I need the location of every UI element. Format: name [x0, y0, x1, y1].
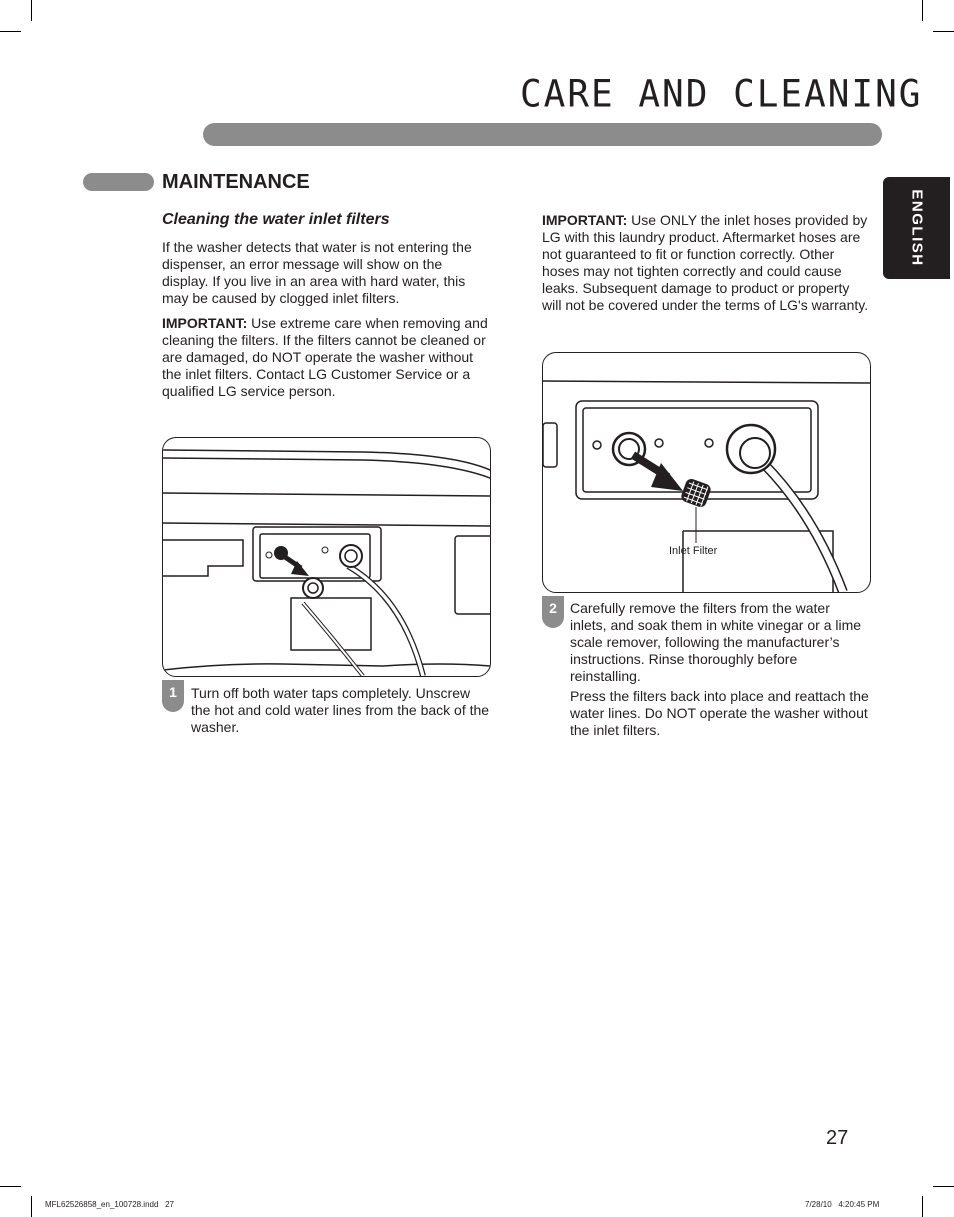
important-note-filters — [162, 315, 492, 400]
washer-back-illustration — [163, 438, 490, 676]
important-text: Use extreme care when removing and cleaning the filters. If the filters cannot be cleaned or are damaged, do NOT operate the washer without the inlet filters. Contact LG Customer Service or a qualified LG service person. — [162, 315, 488, 399]
step-1-badge: 1 — [162, 680, 184, 712]
step-2-text: Carefully remove the filters from the water inlets, and soak them in white vinegar or a lime scale remover, following the manufacturer’s instructions. Rinse thoroughly before reinstalling. — [570, 600, 862, 684]
section-heading: MAINTENANCE — [162, 171, 310, 193]
section-marker — [83, 173, 154, 191]
important-text: Use ONLY the inlet hoses provided by LG with this laundry product. Aftermarket hoses are not guaranteed to fit or function correctly. Other hoses may not tighten correctly and could cause leaks. Subsequent damage to product or property will not be covered under the terms of LG's warranty. — [542, 212, 869, 313]
language-tab-label: ENGLISH — [908, 189, 925, 267]
footer-file-info: MFL62526858_en_100728.indd 27 — [45, 1200, 174, 1209]
footer-date-info: 7/28/10 4:20:45 PM — [805, 1200, 880, 1209]
step-1-text: Turn off both water taps completely. Unscrew the hot and cold water lines from the back of the washer. — [191, 685, 490, 735]
page-title: CARE AND CLEANING — [520, 72, 923, 117]
crop-mark — [933, 1186, 954, 1187]
step-2-text-continued: Press the filters back into place and reattach the water lines. Do NOT operate the washer without the inlet filters. — [570, 688, 869, 738]
important-label: IMPORTANT: — [542, 212, 628, 228]
figure-washer-back — [162, 437, 491, 677]
page-number: 27 — [826, 1127, 849, 1149]
crop-mark — [922, 1196, 923, 1217]
crop-mark — [0, 31, 21, 32]
language-tab — [883, 177, 950, 279]
important-label: IMPORTANT: — [162, 315, 248, 331]
inlet-filter-callout: Inlet Filter — [669, 545, 718, 557]
title-bar — [203, 123, 882, 146]
important-note-hoses — [542, 212, 872, 314]
crop-mark — [0, 1186, 21, 1187]
crop-mark — [31, 1196, 32, 1217]
sub-heading: Cleaning the water inlet filters — [162, 211, 390, 228]
crop-mark — [31, 0, 32, 21]
crop-mark — [933, 31, 954, 32]
intro-paragraph: If the washer detects that water is not entering the dispenser, an error message will show on the display. If you live in an area with hard water, this may be caused by clogged inlet filters. — [162, 239, 472, 306]
step-2-badge: 2 — [542, 596, 564, 628]
crop-mark — [922, 0, 923, 21]
